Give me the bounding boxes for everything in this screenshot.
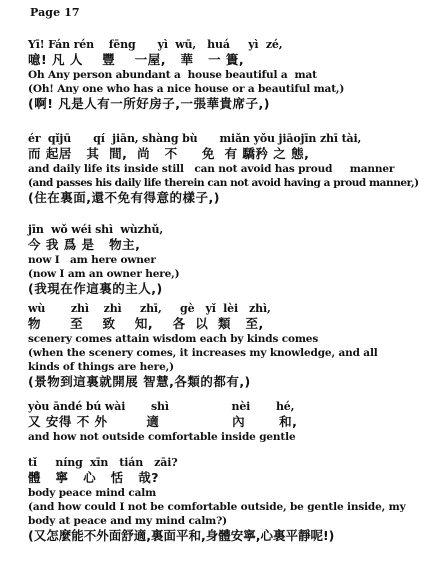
translation-line: (now I am an owner here,) bbox=[28, 268, 180, 280]
hanzi-line: 噫! 凡 人 豐 一屋, 華 一 簣, bbox=[28, 52, 245, 67]
pinyin-line: jīn wǒ wéi shì wùzhǔ, bbox=[28, 223, 164, 236]
hanzi-line: 體 寧 心 恬 哉? bbox=[28, 470, 159, 485]
pinyin-line: yòu āndé bú wài shì nèi hé, bbox=[28, 400, 295, 413]
pinyin-line: ér qǐjū qí jiān, shàng bù miǎn yǒu jiāojīn zhī tài, bbox=[28, 132, 362, 145]
literal-line: body peace mind calm bbox=[28, 487, 157, 499]
hanzi-line: 又 安得 不 外 適 內 和, bbox=[28, 414, 298, 429]
chinese-translation-line: (又怎麼能不外面舒適,裏面平和,身體安寧,心裏平靜呢!) bbox=[28, 528, 335, 543]
stanza-2 bbox=[28, 132, 419, 206]
translation-line: (when the scenery comes, it increases my knowledge, and all kinds of things are here,) bbox=[28, 347, 378, 373]
chinese-translation-line: (啊! 凡是人有一所好房子,一張華貴席子,) bbox=[28, 96, 270, 111]
literal-line: Oh Any person abundant a house beautiful a mat bbox=[28, 69, 317, 81]
chinese-translation-line: (景物到這裏就開展 智慧,各類的都有,) bbox=[28, 374, 251, 389]
translation-line: (Oh! Any one who has a nice house or a beautiful mat,) bbox=[28, 83, 345, 95]
chinese-translation-line: (我現在作這裏的主人,) bbox=[28, 281, 163, 296]
page-number: Page 17 bbox=[30, 6, 80, 19]
stanza-1 bbox=[28, 38, 415, 112]
literal-line: and daily life its inside still can not avoid has proud manner bbox=[28, 163, 395, 175]
literal-line: scenery comes attain wisdom each by kinds comes bbox=[28, 333, 319, 345]
hanzi-line: 物 至 致 知, 各 以 類 至, bbox=[28, 316, 264, 331]
hanzi-line: 今 我 爲 是 物主, bbox=[28, 237, 141, 252]
translation-line: (and how could I not be comfortable outside, be gentle inside, my body at peace and my mind calm?) bbox=[28, 501, 406, 527]
stanza-6 bbox=[28, 456, 415, 544]
translation-line: (and passes his daily life therein can not avoid having a proud manner,) bbox=[28, 177, 419, 189]
stanza-3 bbox=[28, 223, 415, 297]
literal-line: now I am here owner bbox=[28, 254, 156, 266]
pinyin-line: tǐ níng xīn tián zāi? bbox=[28, 456, 178, 469]
stanza-5 bbox=[28, 400, 415, 444]
hanzi-line: 而 起居 其 間, 尚 不 免 有 驕矜 之 態, bbox=[28, 146, 310, 161]
stanza-4 bbox=[28, 302, 415, 390]
pinyin-line: Yī! Fán rén fēng yì wū, huá yì zé, bbox=[28, 38, 283, 51]
chinese-translation-line: (住在裏面,還不免有得意的樣子,) bbox=[28, 190, 220, 205]
pinyin-line: wù zhì zhì zhī, gè yǐ lèi zhì, bbox=[28, 302, 271, 315]
literal-line: and how not outside comfortable inside gentle bbox=[28, 431, 296, 443]
